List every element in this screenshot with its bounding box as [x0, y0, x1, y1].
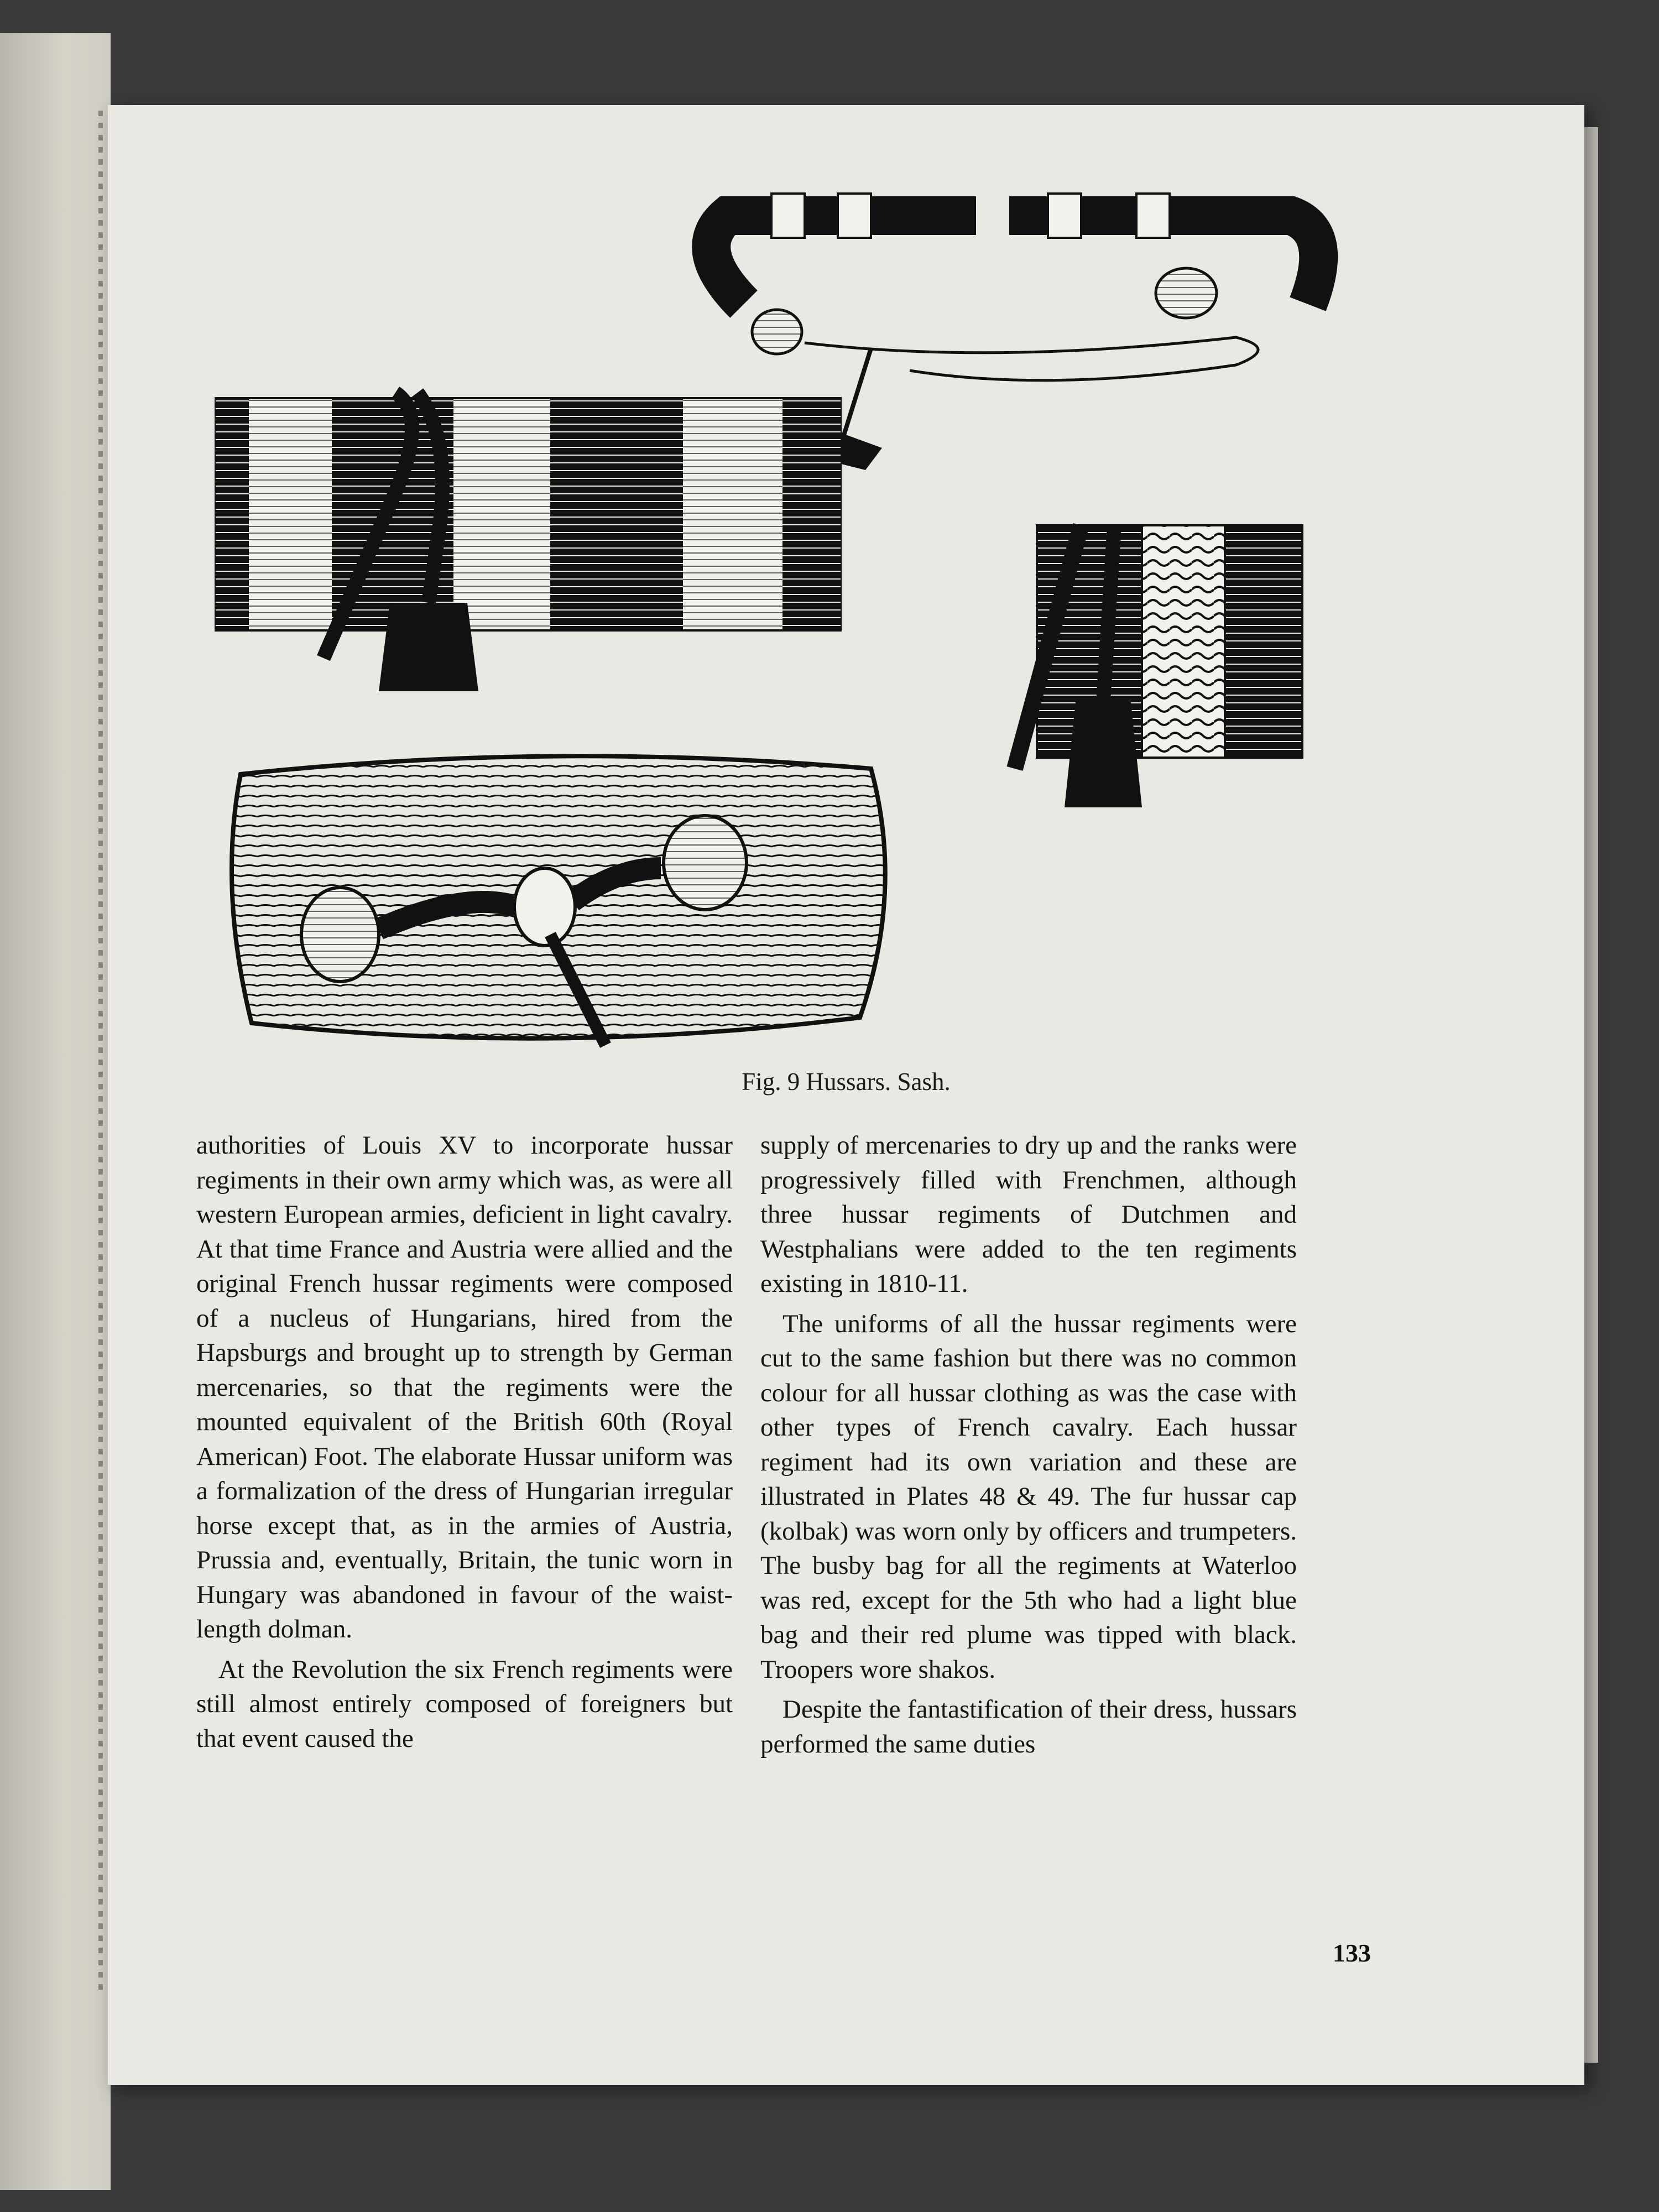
figure-hussar-sash [108, 105, 1584, 1112]
facing-page-edge [0, 33, 111, 2190]
paragraph: supply of mercenaries to dry up and the ranks were progressively filled with Frenchmen, although three hussar regiments of Dutchmen and Westphalians were added to the ten regiments existing in 1810-11. [760, 1131, 1297, 1298]
paragraph: The uniforms of all the hussar regiments were cut to the same fashion but there was no common colour for all hussar clothing as was the case with other types of French cavalry. Each hussar regiment had its own variation and these are illustrated in Plates 48 & 49. The fur hussar cap (kolbak) was worn only by officers and trumpeters. The busby bag for all the regiments at Waterloo was red, except for the 5th who had a light blue bag and their red plume was tipped with black. Troopers wore shakos. [760, 1309, 1297, 1684]
page-number: 133 [1333, 1939, 1371, 1967]
sash-illustration [108, 105, 1584, 1078]
paragraph: Despite the fantastification of their dress, hussars performed the same duties [760, 1695, 1297, 1759]
embroidered-sash-drawing [1015, 525, 1302, 807]
paragraph: authorities of Louis XV to incorporate hussar regiments in their own army which was, as were all western European armies, deficient in light cavalry. At that time France and Austria were allied and the original French hussar regiments were composed of a nucleus of Hungarians, hired from the Hapsburgs and brought up to strength by German mercenaries, so that the regiments were the mounted equivalent of the British 60th (Royal American) Foot. The elaborate Hussar uniform was a formalization of the dress of Hungarian irregular horse except that, as in the armies of Austria, Prussia and, eventually, Britain, the tunic worn in Hungary was abandoned in favour of the waist-length dolman. [196, 1131, 733, 1644]
binding-stitch [98, 111, 103, 1991]
text-column-left [196, 1128, 733, 1756]
figure-caption: Fig. 9 Hussars. Sash. [742, 1068, 951, 1095]
striped-sash-drawing [216, 393, 841, 691]
text-column-right [760, 1128, 1297, 1761]
rolled-sash-drawing [232, 756, 885, 1045]
book-page [108, 105, 1584, 2085]
paragraph: At the Revolution the six French regiments were still almost entirely composed of foreigners but that event caused the [196, 1655, 733, 1753]
